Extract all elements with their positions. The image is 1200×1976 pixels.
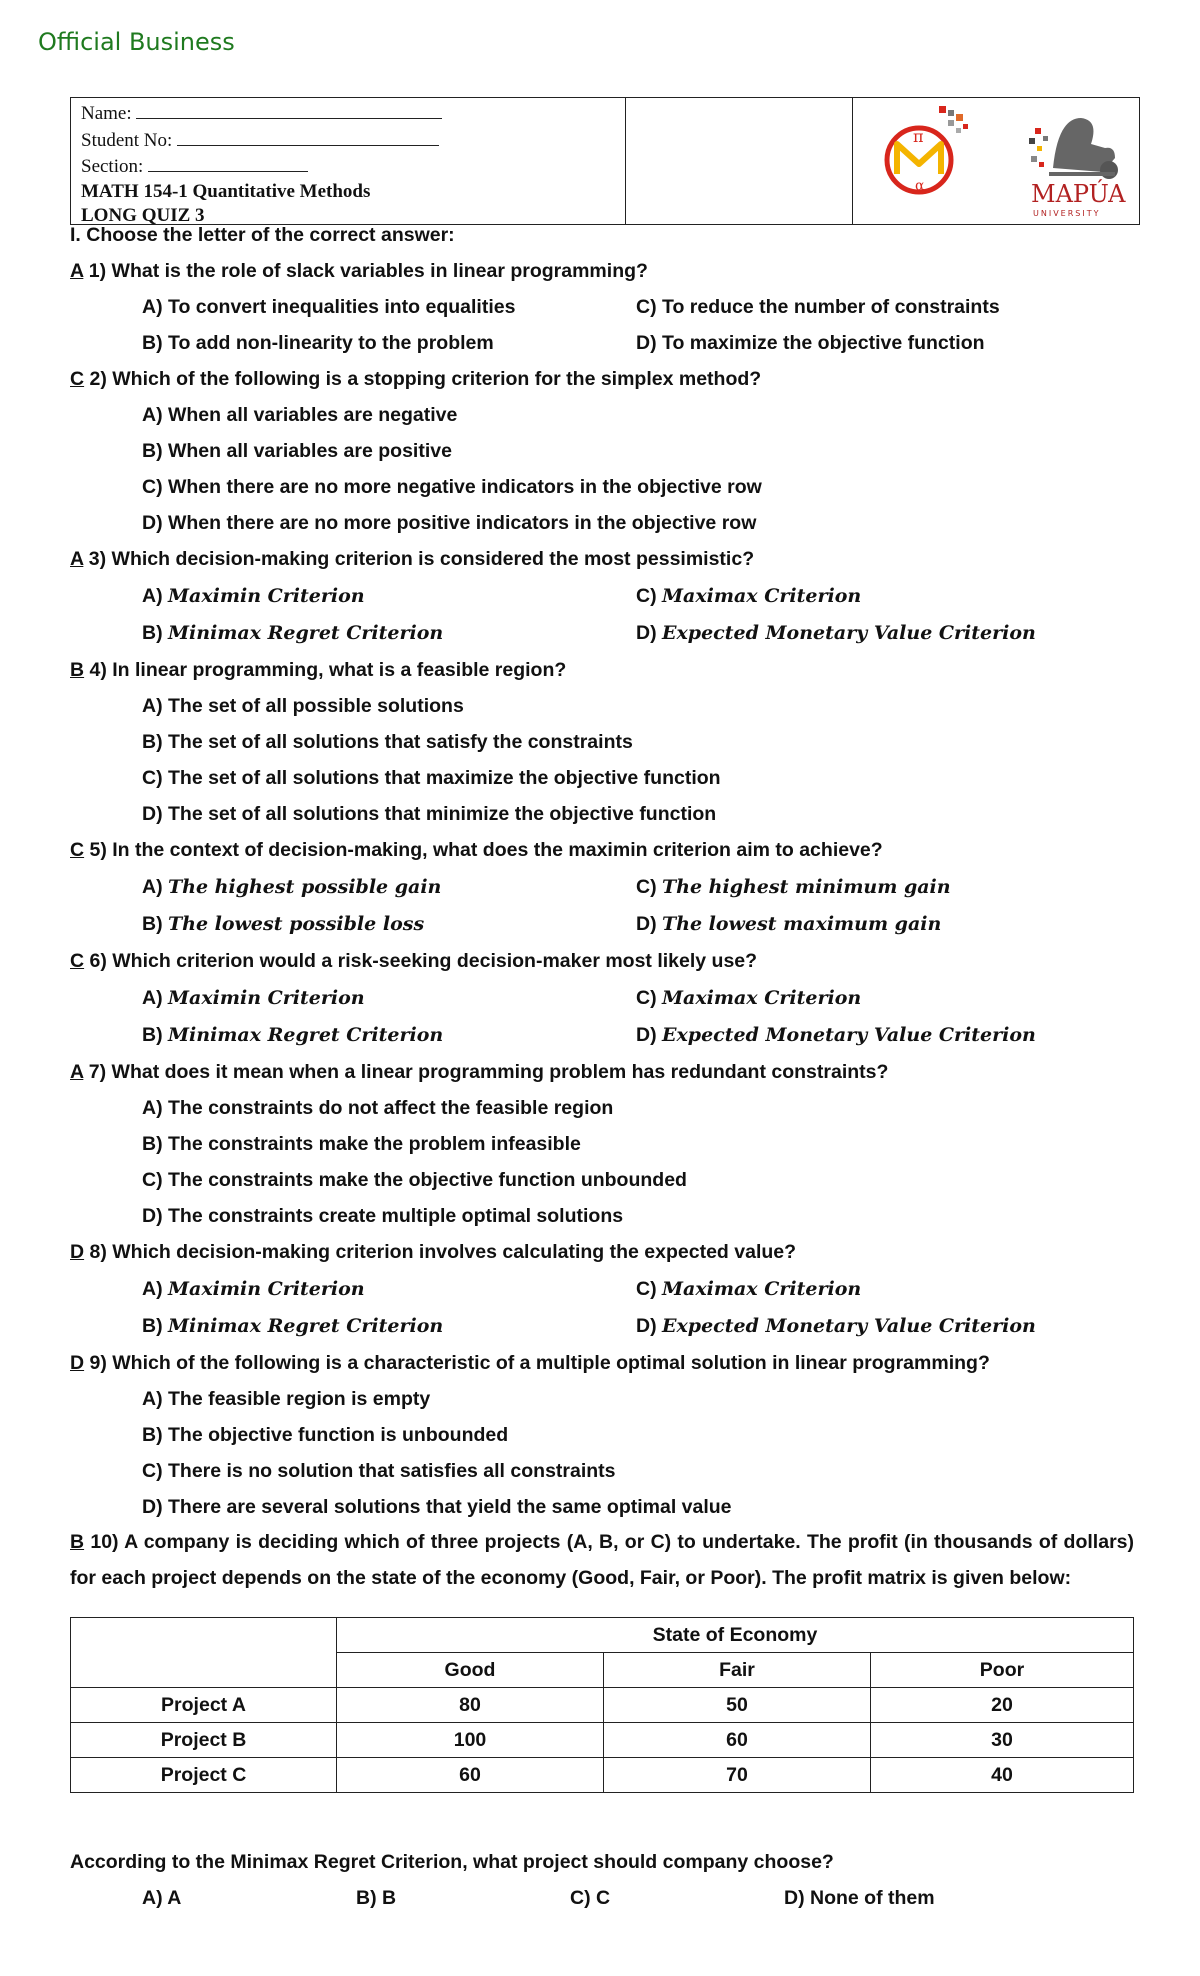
column-header-poor: Poor (871, 1653, 1134, 1688)
q3-option-d[interactable] (636, 622, 1036, 645)
q1-option-c[interactable]: C) To reduce the number of constraints (636, 296, 1000, 318)
answer-8[interactable]: D (70, 1241, 85, 1263)
classification-label: Official Business (38, 28, 235, 56)
logos (853, 98, 1139, 224)
section-label: Section: (81, 156, 144, 177)
table-cell: 30 (871, 1723, 1134, 1758)
question-8-text: 8) Which decision-making criterion involves calculating the expected value? (84, 1241, 797, 1263)
question-2 (70, 368, 761, 391)
table-cell: 60 (337, 1758, 604, 1793)
q7-option-c[interactable]: C) The constraints make the objective function unbounded (142, 1169, 687, 1191)
table-cell: 50 (604, 1688, 871, 1723)
q3-option-a[interactable] (142, 585, 365, 608)
table-row (71, 1688, 1134, 1723)
letter: D) (636, 913, 657, 935)
state-of-economy-header: State of Economy (337, 1618, 1134, 1653)
answer-6[interactable]: C (70, 950, 85, 972)
mapua-wordmark: MAPÚA (1031, 180, 1126, 208)
letter: A) (142, 585, 163, 607)
question-7 (70, 1061, 888, 1084)
name-label: Name: (81, 103, 132, 124)
q2-option-d[interactable]: D) When there are no more positive indicators in the objective row (142, 512, 757, 534)
q10-option-b[interactable]: B) B (356, 1887, 397, 1909)
answer-5[interactable]: C (70, 839, 85, 861)
q5-option-a[interactable] (142, 876, 441, 899)
q8-option-a[interactable] (142, 1278, 365, 1301)
letter: A) (142, 876, 163, 898)
row-label: Project C (71, 1758, 337, 1793)
student-no-blank[interactable] (177, 127, 439, 146)
table-cell: 80 (337, 1688, 604, 1723)
question-1-text: 1) What is the role of slack variables in linear programming? (83, 260, 648, 282)
table-row (71, 1758, 1134, 1793)
q9-option-c[interactable]: C) There is no solution that satisfies all constraints (142, 1460, 616, 1482)
mapua-university-logo (1029, 118, 1126, 218)
option-text: Maximin Criterion (168, 987, 365, 1009)
column-header-good: Good (337, 1653, 604, 1688)
letter: B) (142, 913, 163, 935)
option-text: The lowest maximum gain (662, 913, 942, 935)
course-title: MATH 154-1 Quantitative Methods (81, 180, 371, 202)
student-info-cell (71, 98, 626, 224)
letter: D) (636, 1024, 657, 1046)
letter: A) (142, 1278, 163, 1300)
answer-10[interactable]: B (70, 1531, 85, 1553)
q8-option-d[interactable] (636, 1315, 1036, 1338)
question-6-text: 6) Which criterion would a risk-seeking decision-maker most likely use? (84, 950, 758, 972)
table-cell: 40 (871, 1758, 1134, 1793)
table-header-row (71, 1618, 1134, 1653)
q5-option-c[interactable] (636, 876, 951, 899)
q5-option-d[interactable] (636, 913, 941, 936)
letter: C) (636, 987, 657, 1009)
table-cell: 60 (604, 1723, 871, 1758)
option-text: Maximax Criterion (662, 1278, 862, 1300)
question-10-text: 10) A company is deciding which of three projects (A, B, or C) to undertake. The profit (in thousands of dollars) for each project depends on the state of the economy (Good, Fair, or Poor). The profit matrix is given below: (70, 1531, 1134, 1589)
table-row (71, 1723, 1134, 1758)
student-no-label: Student No: (81, 129, 173, 151)
profit-matrix-table (70, 1617, 1134, 1793)
q4-option-d[interactable]: D) The set of all solutions that minimize the objective function (142, 803, 717, 825)
letter: C) (636, 876, 657, 898)
question-9-text: 9) Which of the following is a characteristic of a multiple optimal solution in linear programming? (84, 1352, 990, 1374)
q4-option-a[interactable]: A) The set of all possible solutions (142, 695, 464, 717)
quiz-title: LONG QUIZ 3 (81, 205, 205, 226)
q6-option-b[interactable] (142, 1024, 443, 1047)
option-text: The highest possible gain (168, 876, 442, 898)
option-text: Expected Monetary Value Criterion (662, 1315, 1036, 1337)
option-text: Minimax Regret Criterion (168, 1315, 444, 1337)
blank-cell (626, 98, 853, 224)
question-5-text: 5) In the context of decision-making, what does the maximin criterion aim to achieve? (84, 839, 883, 861)
option-text: Expected Monetary Value Criterion (662, 1024, 1036, 1046)
q4-option-b[interactable]: B) The set of all solutions that satisfy the constraints (142, 731, 633, 753)
table-cell: 100 (337, 1723, 604, 1758)
row-label: Project B (71, 1723, 337, 1758)
table-cell: 70 (604, 1758, 871, 1793)
q7-option-a[interactable]: A) The constraints do not affect the feasible region (142, 1097, 614, 1119)
q6-option-d[interactable] (636, 1024, 1036, 1047)
q1-option-a[interactable]: A) To convert inequalities into equalities (142, 296, 516, 318)
q5-option-b[interactable] (142, 913, 424, 936)
q9-option-b[interactable]: B) The objective function is unbounded (142, 1424, 509, 1446)
letter: C) (636, 1278, 657, 1300)
letter: B) (142, 1315, 163, 1337)
option-text: Expected Monetary Value Criterion (662, 622, 1036, 644)
option-text: Minimax Regret Criterion (168, 1024, 444, 1046)
q8-option-c[interactable] (636, 1278, 861, 1301)
option-text: The highest minimum gain (662, 876, 951, 898)
answer-2[interactable]: C (70, 368, 85, 390)
option-text: Minimax Regret Criterion (168, 622, 444, 644)
name-blank[interactable] (136, 100, 442, 119)
question-6 (70, 950, 757, 973)
column-header-fair: Fair (604, 1653, 871, 1688)
q2-option-b[interactable]: B) When all variables are positive (142, 440, 452, 462)
answer-7[interactable]: A (70, 1061, 84, 1083)
option-text: Maximin Criterion (168, 1278, 365, 1300)
question-5 (70, 839, 883, 862)
answer-9[interactable]: D (70, 1352, 85, 1374)
q6-option-a[interactable] (142, 987, 365, 1010)
option-text: Maximax Criterion (662, 987, 862, 1009)
question-9 (70, 1352, 990, 1375)
q10-prompt: According to the Minimax Regret Criterion, what project should company choose? (70, 1851, 834, 1873)
q2-option-a[interactable]: A) When all variables are negative (142, 404, 458, 426)
pi-symbol: π (913, 127, 924, 146)
q8-option-b[interactable] (142, 1315, 443, 1338)
q1-option-d[interactable]: D) To maximize the objective function (636, 332, 985, 354)
letter: B) (142, 1024, 163, 1046)
letter: A) (142, 987, 163, 1009)
question-7-text: 7) What does it mean when a linear programming problem has redundant constraints? (83, 1061, 889, 1083)
university-wordmark: UNIVERSITY (1033, 209, 1101, 218)
question-8 (70, 1241, 796, 1264)
letter: D) (636, 1315, 657, 1337)
table-cell: 20 (871, 1688, 1134, 1723)
letter: C) (636, 585, 657, 607)
q2-option-c[interactable]: C) When there are no more negative indicators in the objective row (142, 476, 762, 498)
answer-3[interactable]: A (70, 548, 84, 570)
question-3-text: 3) Which decision-making criterion is considered the most pessimistic? (83, 548, 755, 570)
q6-option-c[interactable] (636, 987, 861, 1010)
q7-option-b[interactable]: B) The constraints make the problem infeasible (142, 1133, 581, 1155)
answer-4[interactable]: B (70, 659, 85, 681)
q7-option-d[interactable]: D) The constraints create multiple optimal solutions (142, 1205, 624, 1227)
table-corner-cell (71, 1618, 337, 1688)
question-10 (70, 1525, 1134, 1596)
q4-option-c[interactable]: C) The set of all solutions that maximize the objective function (142, 767, 721, 789)
question-1 (70, 260, 648, 283)
row-label: Project A (71, 1688, 337, 1723)
q10-option-a[interactable]: A) A (142, 1887, 182, 1909)
q10-option-d[interactable]: D) None of them (784, 1887, 935, 1909)
q10-option-c[interactable]: C) C (570, 1887, 611, 1909)
option-text: The lowest possible loss (168, 913, 425, 935)
q1-option-b[interactable]: B) To add non-linearity to the problem (142, 332, 494, 354)
q3-option-c[interactable] (636, 585, 861, 608)
question-4 (70, 659, 566, 682)
letter: B) (142, 622, 163, 644)
question-3 (70, 548, 754, 571)
section-blank[interactable] (148, 153, 308, 172)
option-text: Maximin Criterion (168, 585, 365, 607)
answer-1[interactable]: A (70, 260, 84, 282)
math-department-logo (887, 106, 968, 194)
alpha-symbol: α (915, 178, 925, 194)
q9-option-a[interactable]: A) The feasible region is empty (142, 1388, 431, 1410)
q9-option-d[interactable]: D) There are several solutions that yield the same optimal value (142, 1496, 732, 1518)
q3-option-b[interactable] (142, 622, 443, 645)
section-title: I. Choose the letter of the correct answer: (70, 224, 455, 246)
quiz-header-table (70, 97, 1140, 225)
logos-cell (853, 98, 1139, 224)
option-text: Maximax Criterion (662, 585, 862, 607)
question-4-text: 4) In linear programming, what is a feasible region? (84, 659, 567, 681)
question-2-text: 2) Which of the following is a stopping criterion for the simplex method? (84, 368, 762, 390)
letter: D) (636, 622, 657, 644)
